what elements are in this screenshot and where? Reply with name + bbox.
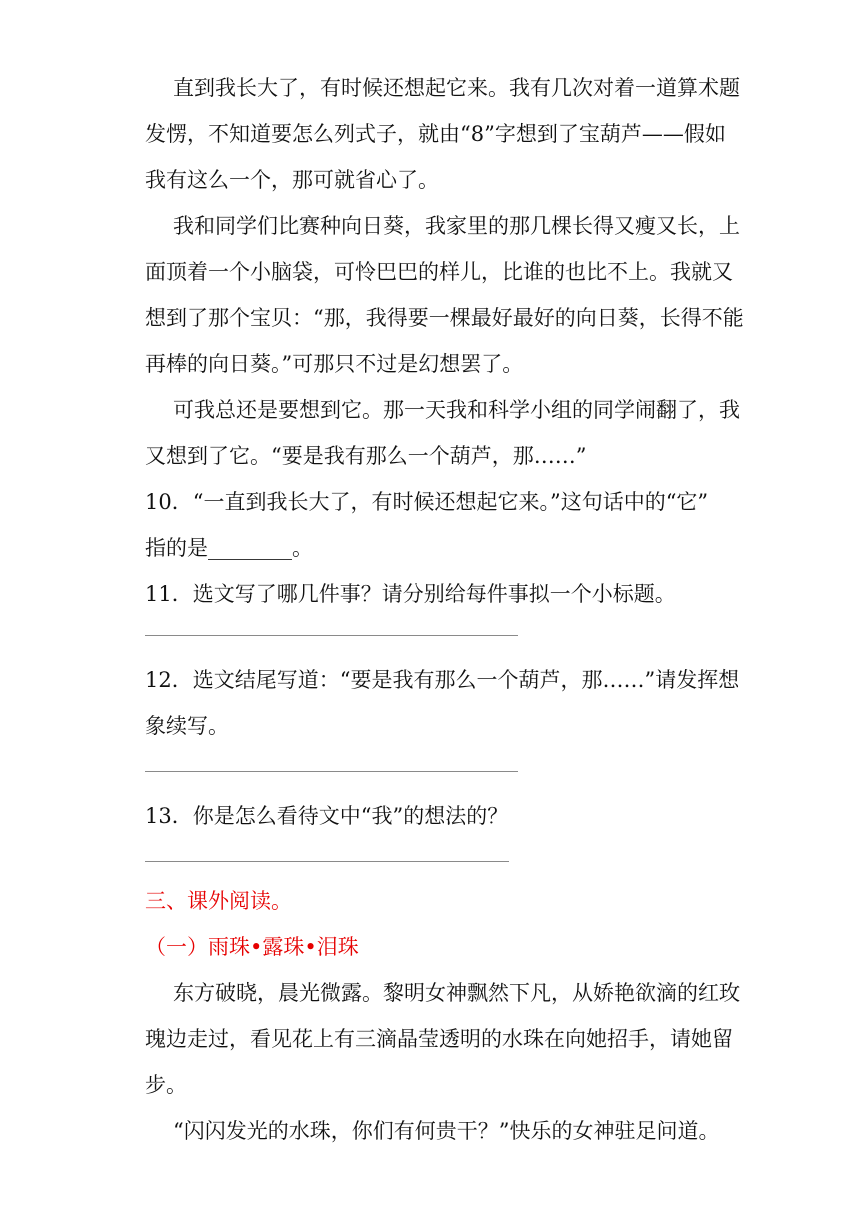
paragraph-1-line-3: 我有这么一个，那可就省心了。 <box>145 168 439 192</box>
question-12-answer-line <box>145 771 518 772</box>
question-10-line-2: 指的是________。 <box>145 536 313 560</box>
story-paragraph-1-line-3: 步。 <box>145 1073 187 1097</box>
paragraph-2-line-4: 再棒的向日葵。”可那只不过是幻想罢了。 <box>145 352 524 376</box>
question-10-line-1: 10．“一直到我长大了，有时候还想起它来。”这句话中的“它” <box>145 490 709 514</box>
question-11-answer-line <box>145 635 518 636</box>
story-paragraph-1-line-1: 东方破晓，晨光微露。黎明女神飘然下凡，从娇艳欲滴的红玫 <box>173 981 740 1005</box>
question-13-line-1: 13．你是怎么看待文中“我”的想法的？ <box>145 804 509 828</box>
paragraph-2-line-2: 面顶着一个小脑袋，可怜巴巴的样儿，比谁的也比不上。我就又 <box>145 260 733 284</box>
paragraph-3-line-2: 又想到了它。“要是我有那么一个葫芦，那……” <box>145 444 587 468</box>
question-13-answer-line <box>145 861 509 862</box>
paragraph-2-line-1: 我和同学们比赛种向日葵，我家里的那几棵长得又瘦又长，上 <box>173 214 740 238</box>
question-12-line-2: 象续写。 <box>145 714 229 738</box>
section-title: 三、课外阅读。 <box>145 889 292 913</box>
subsection-title: （一）雨珠•露珠•泪珠 <box>145 935 359 959</box>
paragraph-2-line-3: 想到了那个宝贝：“那，我得要一棵最好最好的向日葵，长得不能 <box>145 306 744 330</box>
story-paragraph-1-line-2: 瑰边走过，看见花上有三滴晶莹透明的水珠在向她招手，请她留 <box>145 1027 733 1051</box>
question-12-line-1: 12．选文结尾写道：“要是我有那么一个葫芦，那……”请发挥想 <box>145 668 740 692</box>
paragraph-1-line-2: 发愣，不知道要怎么列式子，就由“8”字想到了宝葫芦——假如 <box>145 122 726 146</box>
paragraph-1-line-1: 直到我长大了，有时候还想起它来。我有几次对着一道算术题 <box>173 76 740 100</box>
paragraph-3-line-1: 可我总还是要想到它。那一天我和科学小组的同学闹翻了，我 <box>173 398 740 422</box>
question-11-line-1: 11．选文写了哪几件事？请分别给每件事拟一个小标题。 <box>145 582 676 606</box>
story-paragraph-2-line-1: “闪闪发光的水珠，你们有何贵干？”快乐的女神驻足问道。 <box>173 1119 720 1143</box>
